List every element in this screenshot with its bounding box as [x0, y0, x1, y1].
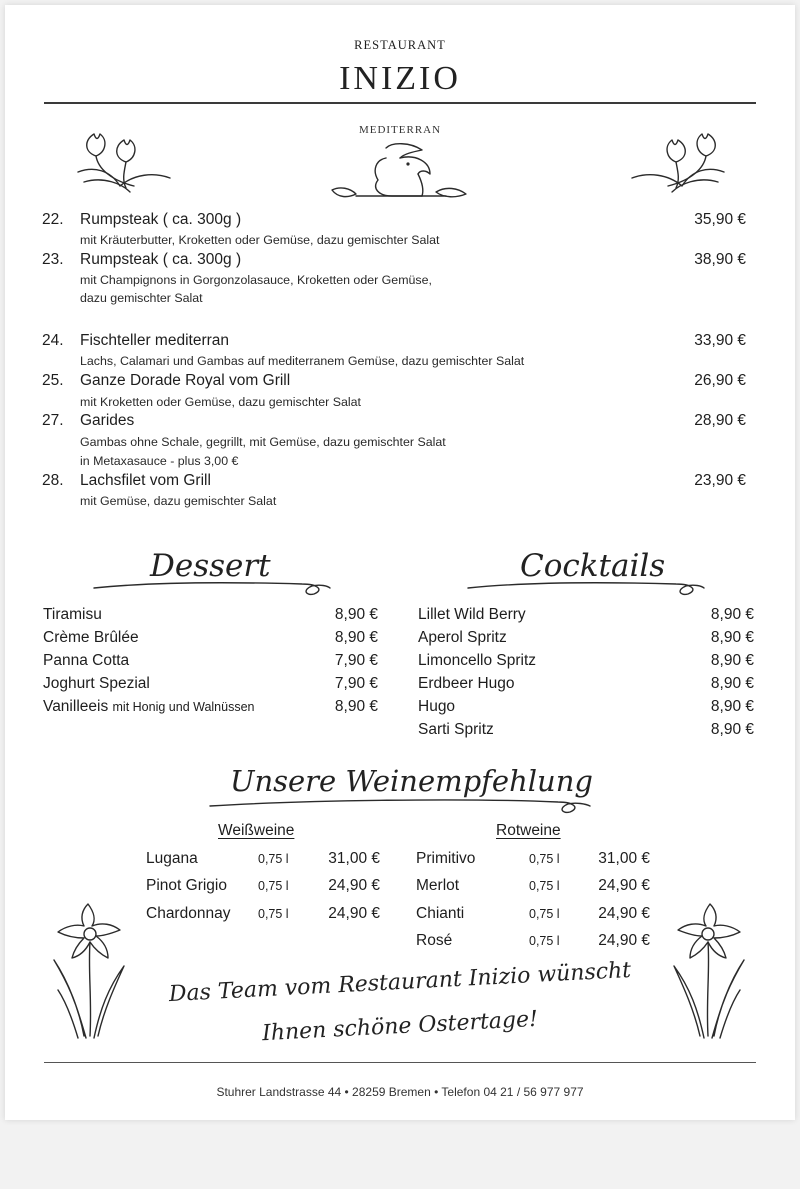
item-price: 23,90 €: [694, 472, 746, 489]
carrot-icon: [332, 188, 356, 197]
item-description: Gambas ohne Schale, gegrillt, mit Gemüse, dazu gemischter Salat: [80, 435, 446, 449]
cocktail-name: Aperol Spritz: [418, 629, 507, 646]
flourish-icon: [92, 576, 332, 598]
dessert-title: Dessert: [150, 548, 271, 584]
wine-price: 31,00 €: [598, 850, 650, 867]
red-wine-heading: Rotweine: [496, 822, 561, 839]
tulip-icon: [74, 126, 174, 196]
flourish-icon: [208, 792, 592, 816]
wine-name: Pinot Grigio: [146, 877, 227, 894]
item-price: 26,90 €: [694, 372, 746, 389]
item-description: in Metaxasauce - plus 3,00 €: [80, 454, 239, 468]
item-number: 27.: [42, 412, 64, 429]
item-price: 35,90 €: [694, 211, 746, 228]
wine-volume: 0,75 l: [529, 852, 560, 866]
wine-price: 24,90 €: [598, 877, 650, 894]
dessert-price: 8,90 €: [334, 698, 378, 715]
wine-volume: 0,75 l: [258, 907, 289, 921]
cocktail-name: Hugo: [418, 698, 456, 715]
item-description: mit Kräuterbutter, Kroketten oder Gemüse, dazu gemischter Salat: [80, 233, 440, 247]
cocktail-name: Sarti Spritz: [418, 721, 494, 738]
greeting-line-1: Das Team vom Restaurant Inizio wünscht: [168, 957, 632, 1008]
cocktails-title: Cocktails: [520, 548, 666, 584]
cocktail-price: 8,90 €: [710, 629, 754, 646]
item-price: 38,90 €: [694, 251, 746, 268]
tulip-icon: [628, 126, 728, 196]
item-price: 28,90 €: [694, 412, 746, 429]
item-name: Rumpsteak ( ca. 300g ): [80, 211, 242, 228]
greeting-line-2: Ihnen schöne Ostertage!: [261, 1006, 539, 1047]
wine-volume: 0,75 l: [529, 934, 560, 948]
cocktail-price: 8,90 €: [710, 721, 754, 738]
wine-price: 24,90 €: [328, 905, 380, 922]
dessert-name: Joghurt Spezial: [43, 675, 150, 692]
cocktail-price: 8,90 €: [710, 652, 754, 669]
cocktail-price: 8,90 €: [710, 606, 754, 623]
cocktail-price: 8,90 €: [710, 698, 754, 715]
item-number: 25.: [42, 372, 64, 389]
wine-volume: 0,75 l: [258, 852, 289, 866]
item-number: 24.: [42, 332, 64, 349]
item-description: dazu gemischter Salat: [80, 291, 203, 305]
dessert-name: Vanilleeis: [43, 698, 109, 715]
wine-name: Chianti: [416, 905, 465, 922]
cocktail-name: Erdbeer Hugo: [418, 675, 515, 692]
daffodil-icon: [48, 900, 132, 1040]
item-name: Fischteller mediterran: [80, 332, 230, 349]
dessert-name: Panna Cotta: [43, 652, 130, 669]
dessert-price: 7,90 €: [334, 652, 378, 669]
wine-volume: 0,75 l: [258, 879, 289, 893]
wine-price: 24,90 €: [328, 877, 380, 894]
dessert-price: 7,90 €: [334, 675, 378, 692]
item-name: Ganze Dorade Royal vom Grill: [80, 372, 291, 389]
rabbit-icon: [326, 140, 472, 204]
wine-title: Unsere Weinempfehlung: [230, 764, 593, 798]
cocktail-name: Lillet Wild Berry: [418, 606, 526, 623]
item-number: 22.: [42, 211, 64, 228]
wine-price: 24,90 €: [598, 932, 650, 949]
item-number: 23.: [42, 251, 64, 268]
dessert-price: 8,90 €: [334, 606, 378, 623]
brand-name: INIZIO: [339, 60, 461, 97]
dessert-note: mit Honig und Walnüssen: [112, 700, 255, 714]
item-description: Lachs, Calamari und Gambas auf mediterranem Gemüse, dazu gemischter Salat: [80, 354, 525, 368]
header-divider: [44, 102, 756, 104]
wine-name: Chardonnay: [146, 905, 231, 922]
item-description: mit Gemüse, dazu gemischter Salat: [80, 494, 277, 508]
item-number: 28.: [42, 472, 64, 489]
wine-volume: 0,75 l: [529, 907, 560, 921]
wine-name: Rosé: [416, 932, 453, 949]
flourish-icon: [466, 576, 706, 598]
item-description: mit Champignons in Gorgonzolasauce, Kroketten oder Gemüse,: [80, 273, 432, 287]
dessert-item: [43, 695, 254, 718]
wine-name: Merlot: [416, 877, 460, 894]
dessert-name: Tiramisu: [43, 606, 102, 623]
wine-name: Lugana: [146, 850, 198, 867]
item-name: Rumpsteak ( ca. 300g ): [80, 251, 242, 268]
item-name: Garides: [80, 412, 135, 429]
cocktail-name: Limoncello Spritz: [418, 652, 537, 669]
cocktail-price: 8,90 €: [710, 675, 754, 692]
dessert-price: 8,90 €: [334, 629, 378, 646]
restaurant-label: RESTAURANT: [354, 38, 446, 52]
item-name: Lachsfilet vom Grill: [80, 472, 211, 489]
item-price: 33,90 €: [694, 332, 746, 349]
wine-price: 31,00 €: [328, 850, 380, 867]
footer-divider: [44, 1062, 756, 1063]
white-wine-heading: Weißweine: [218, 822, 295, 839]
wine-volume: 0,75 l: [529, 879, 560, 893]
dessert-name: Crème Brûlée: [43, 629, 139, 646]
wine-price: 24,90 €: [598, 905, 650, 922]
daffodil-icon: [666, 900, 750, 1040]
subtitle: MEDITERRAN: [358, 124, 442, 136]
footer-address: Stuhrer Landstrasse 44 • 28259 Bremen • Telefon 04 21 / 56 977 977: [216, 1085, 584, 1099]
item-description: mit Kroketten oder Gemüse, dazu gemischter Salat: [80, 395, 361, 409]
wine-name: Primitivo: [416, 850, 476, 867]
